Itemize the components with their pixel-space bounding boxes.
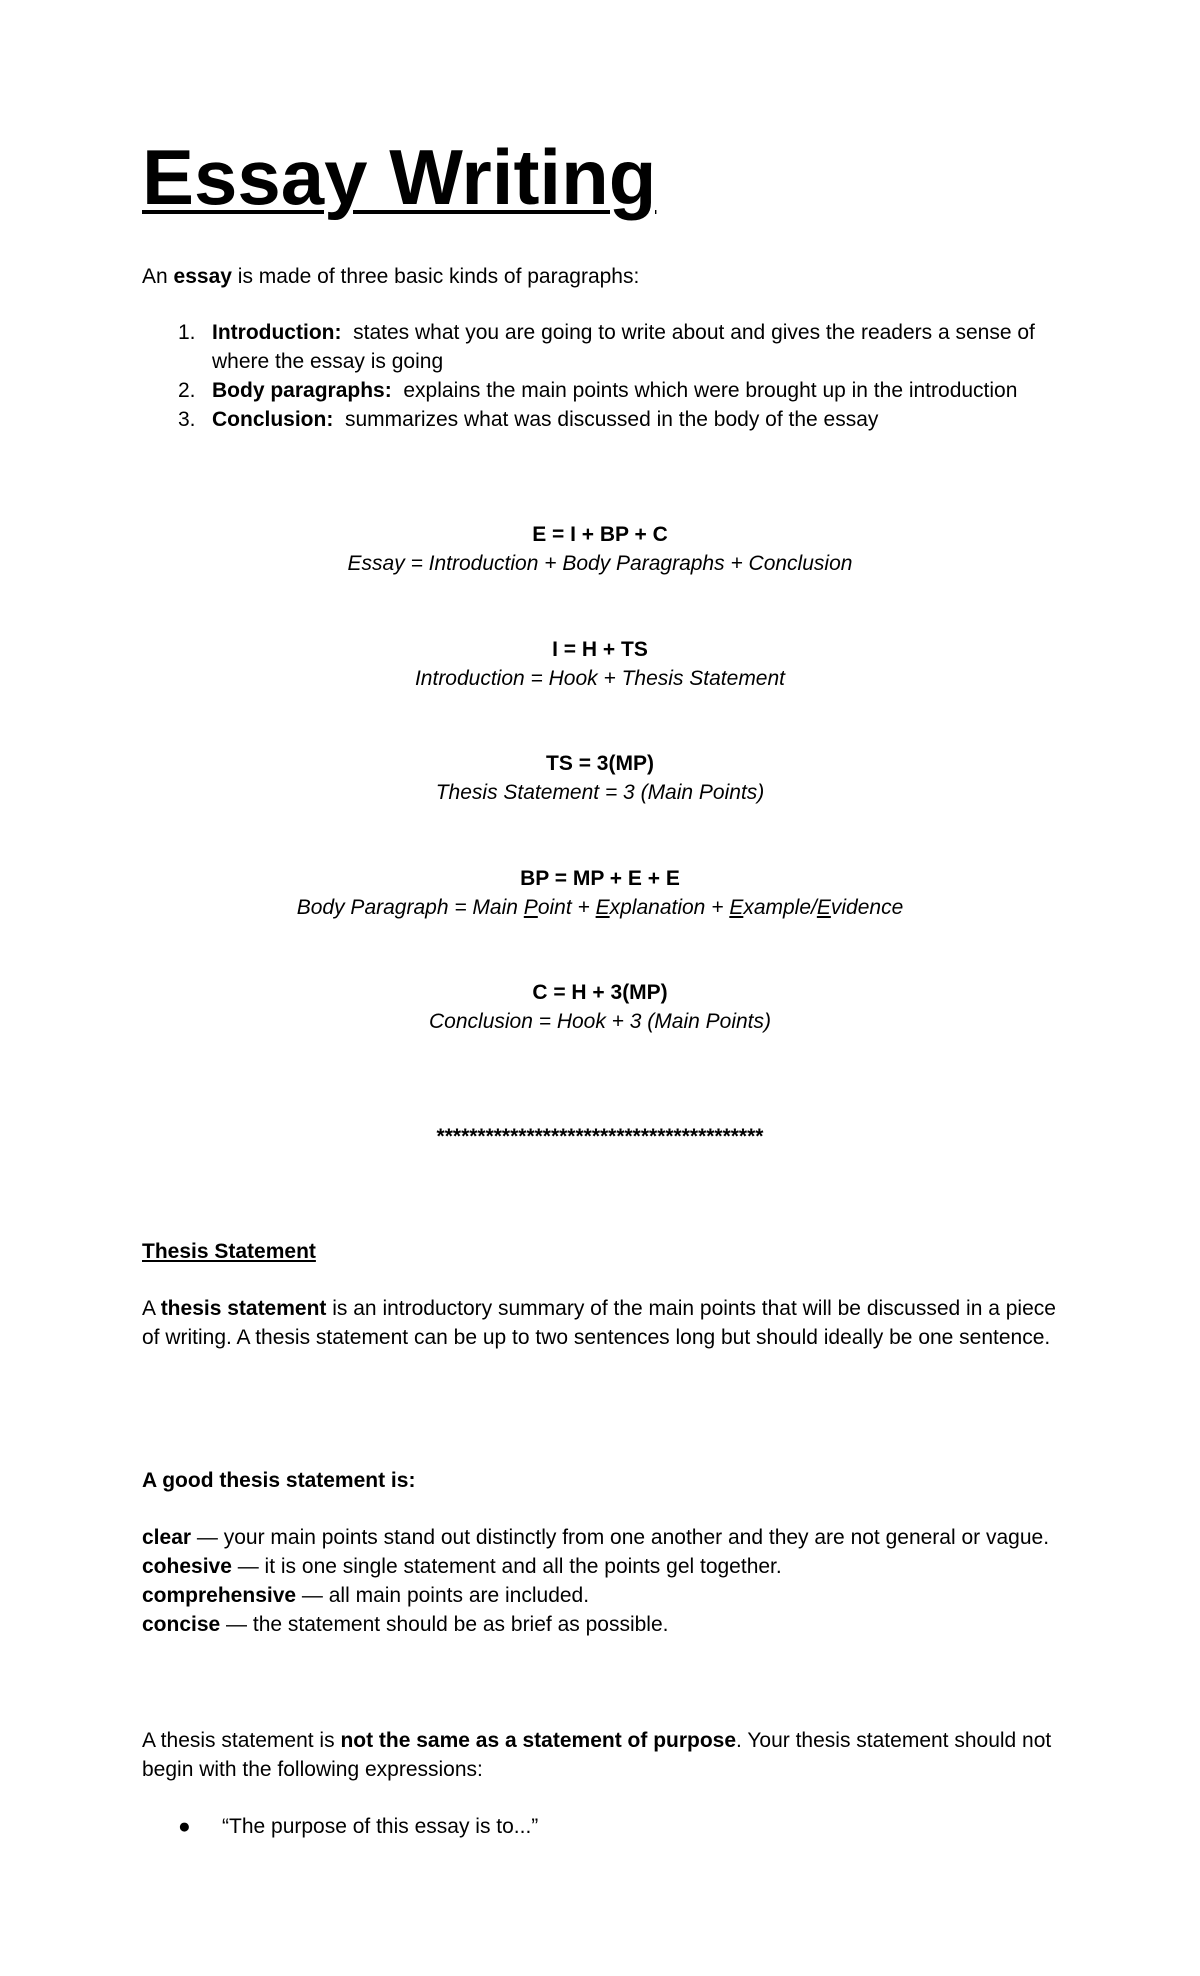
formula-equation: E = I + BP + C: [532, 523, 668, 546]
formula-description: Conclusion = Hook + 3 (Main Points): [429, 1010, 771, 1033]
quality-text: — your main points stand out distinctly from one another and they are not general or vague.: [191, 1526, 1050, 1549]
list-item-text: explains the main points which were brought up in the introduction: [391, 379, 1018, 402]
expression-text: “The purpose of this essay is to...”: [222, 1815, 539, 1838]
quality-text: — all main points are included.: [296, 1584, 590, 1607]
list-number: 2.: [178, 379, 196, 402]
text-span: is an introductory summary of the main points that will be discussed in a piece of writing. A thesis statement can be up to two sentences long but should ideally be one sentence.: [142, 1297, 1056, 1349]
formula-equation: I = H + TS: [552, 638, 648, 661]
thesis-qualities: [142, 1523, 1072, 1639]
quality-text: — it is one single statement and all the points gel together.: [231, 1555, 782, 1578]
desc-part: vidence: [830, 896, 904, 919]
intro-post: is made of three basic kinds of paragraphs:: [231, 265, 640, 288]
section-separator: ****************************************: [436, 1125, 764, 1148]
desc-part: oint +: [537, 896, 596, 919]
good-thesis-heading: A good thesis statement is:: [142, 1469, 416, 1492]
paragraph-kinds-list: [142, 318, 1072, 434]
list-item: [142, 376, 1072, 405]
quality-item: [142, 1610, 1072, 1639]
quality-text: — the statement should be as brief as possible.: [220, 1613, 669, 1636]
quality-term: cohesive: [142, 1555, 232, 1578]
list-item: [142, 1812, 538, 1841]
desc-underlined-letter: P: [523, 896, 538, 919]
quality-term: clear: [142, 1526, 192, 1549]
desc-part: xample/: [743, 896, 817, 919]
bullet-icon: ●: [178, 1815, 191, 1838]
list-item-label: Introduction:: [212, 321, 342, 344]
intro-pre: An: [142, 265, 174, 288]
intro-paragraph: [142, 262, 1072, 291]
list-item-text: summarizes what was discussed in the body of the essay: [333, 408, 879, 431]
formula-description: Thesis Statement = 3 (Main Points): [435, 781, 765, 804]
desc-underlined-letter: E: [729, 896, 744, 919]
expressions-list: [142, 1812, 538, 1841]
bold-term: not the same as a statement of purpose: [340, 1729, 737, 1752]
page-title: Essay Writing: [142, 133, 657, 221]
formula-thesis-statement: [0, 749, 1200, 807]
desc-part: xplanation +: [609, 896, 730, 919]
quality-term: comprehensive: [142, 1584, 297, 1607]
purpose-paragraph: [142, 1726, 1072, 1784]
quality-item: [142, 1523, 1072, 1552]
quality-item: [142, 1581, 1072, 1610]
intro-bold-term: essay: [173, 265, 232, 288]
list-number: 3.: [178, 408, 196, 431]
formula-equation: TS = 3(MP): [546, 752, 654, 775]
text-span: A: [142, 1297, 161, 1320]
list-item: [142, 318, 1072, 376]
formula-conclusion: [0, 978, 1200, 1036]
list-item: [142, 405, 1072, 434]
formula-equation: BP = MP + E + E: [520, 867, 680, 890]
quality-item: [142, 1552, 1072, 1581]
formula-description: [0, 893, 1200, 922]
list-item-label: Body paragraphs:: [212, 379, 392, 402]
formula-essay: [0, 520, 1200, 578]
desc-underlined-letter: E: [595, 896, 610, 919]
formula-introduction: [0, 635, 1200, 693]
formula-description: Introduction = Hook + Thesis Statement: [414, 667, 786, 690]
list-item-text: states what you are going to write about and gives the readers a sense of where the essay is going: [212, 321, 1041, 373]
quality-term: concise: [142, 1613, 221, 1636]
list-number: 1.: [178, 321, 196, 344]
formula-body-paragraph: [0, 864, 1200, 922]
text-span: . Your thesis statement should not begin with the following expressions:: [142, 1729, 1052, 1781]
thesis-section-heading: Thesis Statement: [142, 1240, 316, 1263]
formula-equation: C = H + 3(MP): [532, 981, 668, 1004]
desc-underlined-letter: E: [816, 896, 831, 919]
list-item-label: Conclusion:: [212, 408, 334, 431]
formula-description: Essay = Introduction + Body Paragraphs + Conclusion: [347, 552, 853, 575]
text-span: A thesis statement is: [142, 1729, 341, 1752]
bold-term: thesis statement: [160, 1297, 327, 1320]
desc-part: Body Paragraph = Main: [296, 896, 524, 919]
thesis-definition-paragraph: [142, 1294, 1072, 1352]
